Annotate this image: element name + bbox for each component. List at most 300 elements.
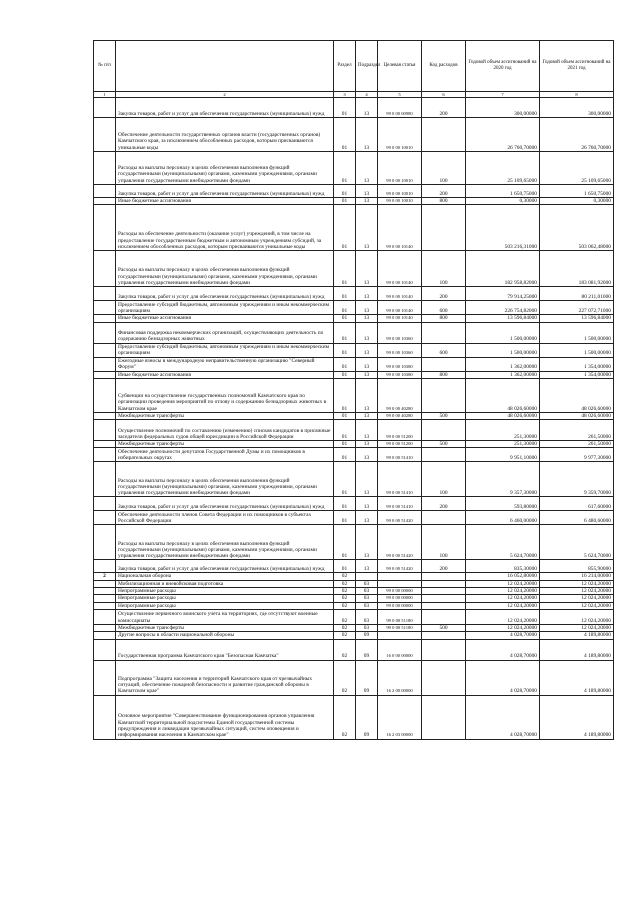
row-name: Обеспечение деятельности членов Совета Федерации и их помощников в субъектах Российской Федерации <box>116 511 334 525</box>
row-subsection: 13 <box>356 198 378 205</box>
row-name: Расходы на выплаты персоналу в целях обеспечения выполнения функций государственными (муниципальными) органами, казенными учреждениями, органами управления государственными внебюджетными фондами <box>116 152 334 185</box>
row-amount-2021: 1 354,00000 <box>540 371 614 378</box>
row-name: Непрограммные расходы <box>116 602 334 609</box>
row-amount-2021: 4 189,80000 <box>540 695 614 739</box>
row-subsection <box>356 573 378 580</box>
row-target-article: 99 0 00 00000 <box>378 595 422 602</box>
row-subsection: 13 <box>356 378 378 412</box>
row-number <box>94 205 116 251</box>
col-index-2: 2 <box>116 92 334 98</box>
row-expense-code: 800 <box>422 198 466 205</box>
row-subsection: 13 <box>356 371 378 378</box>
header-expense: Код расходов <box>422 41 466 92</box>
row-number <box>94 301 116 315</box>
row-subsection: 13 <box>356 98 378 118</box>
row-expense-code: 200 <box>422 98 466 118</box>
row-amount-2020: 0,30000 <box>466 198 540 205</box>
row-expense-code: 800 <box>422 315 466 322</box>
row-section: 01 <box>334 357 356 371</box>
row-section: 02 <box>334 695 356 739</box>
row-target-article: 99 0 00 10360 <box>378 343 422 357</box>
col-index-4: 4 <box>356 92 378 98</box>
row-name: Финансовая поддержка некоммерческих организаций, осуществляющих деятельность по содержанию безнадзорных животных <box>116 322 334 343</box>
row-amount-2021: 1 500,00000 <box>540 343 614 357</box>
row-subsection: 13 <box>356 185 378 198</box>
row-expense-code <box>422 573 466 580</box>
row-section: 02 <box>334 632 356 639</box>
table-row <box>94 632 614 639</box>
row-amount-2020: 835,30000 <box>466 560 540 573</box>
row-amount-2020: 16 052,80000 <box>466 573 540 580</box>
row-section: 02 <box>334 639 356 660</box>
row-name: Закупка товаров, работ и услуг для обеспечения государственных (муниципальных) нужд <box>116 287 334 301</box>
row-amount-2021: 13 596,84000 <box>540 315 614 322</box>
row-section: 01 <box>334 441 356 448</box>
row-amount-2021: 12 024,20000 <box>540 609 614 624</box>
table-row <box>94 448 614 462</box>
row-subsection: 09 <box>356 639 378 660</box>
table-row <box>94 420 614 441</box>
row-amount-2020: 12 024,20000 <box>466 588 540 595</box>
row-amount-2021: 26 760,70000 <box>540 118 614 152</box>
row-amount-2021: 4 189,80000 <box>540 639 614 660</box>
row-target-article: 99 0 00 00980 <box>378 98 422 118</box>
row-expense-code: 100 <box>422 462 466 497</box>
row-amount-2020: 48 026,60000 <box>466 378 540 412</box>
row-subsection: 13 <box>356 525 378 560</box>
row-target-article: 99 0 00 10360 <box>378 322 422 343</box>
row-expense-code <box>422 588 466 595</box>
row-subsection: 13 <box>356 251 378 287</box>
row-amount-2021: 4 189,80000 <box>540 632 614 639</box>
row-expense-code: 100 <box>422 152 466 185</box>
row-number <box>94 420 116 441</box>
row-target-article <box>378 632 422 639</box>
row-section: 01 <box>334 371 356 378</box>
row-number <box>94 560 116 573</box>
row-amount-2021: 12 024,20000 <box>540 624 614 631</box>
row-name: Закупка товаров, работ и услуг для обеспечения государственных (муниципальных) нужд <box>116 98 334 118</box>
row-section: 01 <box>334 198 356 205</box>
row-section: 02 <box>334 602 356 609</box>
row-section: 01 <box>334 378 356 412</box>
row-expense-code: 500 <box>422 412 466 419</box>
row-amount-2020: 48 026,60000 <box>466 412 540 419</box>
table-row <box>94 695 614 739</box>
row-target-article: 99 0 00 51410 <box>378 448 422 462</box>
row-number <box>94 185 116 198</box>
table-row <box>94 560 614 573</box>
row-target-article: 99 0 00 10140 <box>378 287 422 301</box>
row-number <box>94 660 116 695</box>
row-subsection: 13 <box>356 357 378 371</box>
row-amount-2020: 26 760,70000 <box>466 118 540 152</box>
row-number <box>94 315 116 322</box>
row-section: 01 <box>334 185 356 198</box>
table-row <box>94 98 614 118</box>
row-section: 01 <box>334 420 356 441</box>
row-amount-2021: 227 072,71000 <box>540 301 614 315</box>
row-subsection: 03 <box>356 580 378 587</box>
col-index-7: 7 <box>466 92 540 98</box>
row-amount-2020: 251,30000 <box>466 441 540 448</box>
row-subsection: 09 <box>356 660 378 695</box>
row-target-article: 99 0 00 10010 <box>378 152 422 185</box>
row-amount-2020: 300,00000 <box>466 98 540 118</box>
row-number <box>94 695 116 739</box>
table-row <box>94 588 614 595</box>
row-amount-2020: 1 650,75000 <box>466 185 540 198</box>
row-subsection: 13 <box>356 301 378 315</box>
row-expense-code: 200 <box>422 497 466 511</box>
row-target-article: 99 0 00 10140 <box>378 301 422 315</box>
row-name: Иные бюджетные ассигнования <box>116 198 334 205</box>
row-number <box>94 580 116 587</box>
col-index-1: 1 <box>94 92 116 98</box>
row-amount-2021: 80 211,01000 <box>540 287 614 301</box>
row-subsection: 03 <box>356 624 378 631</box>
row-subsection: 13 <box>356 343 378 357</box>
row-name: Основное мероприятие "Совершенствование функционирования органов управления Камчатской территориальной подсистемы Единой государственной системы предупреждения и ликвидации чрезвычайных ситуаций, систем оповещения и информирования населения в Камчатском крае" <box>116 695 334 739</box>
row-amount-2020: 1 500,00000 <box>466 322 540 343</box>
row-amount-2020: 9 357,30000 <box>466 462 540 497</box>
row-expense-code: 500 <box>422 624 466 631</box>
row-target-article: 99 0 00 10010 <box>378 185 422 198</box>
table-row <box>94 595 614 602</box>
row-amount-2020: 4 028,70000 <box>466 660 540 695</box>
table-row <box>94 357 614 371</box>
row-amount-2020: 4 028,70000 <box>466 639 540 660</box>
row-expense-code <box>422 639 466 660</box>
row-amount-2021: 617,60000 <box>540 497 614 511</box>
row-target-article: 99 0 00 10010 <box>378 198 422 205</box>
row-expense-code <box>422 448 466 462</box>
row-amount-2020: 12 024,20000 <box>466 609 540 624</box>
row-number <box>94 448 116 462</box>
row-name: Закупка товаров, работ и услуг для обеспечения государственных (муниципальных) нужд <box>116 185 334 198</box>
row-expense-code: 200 <box>422 560 466 573</box>
row-amount-2020: 79 914,25000 <box>466 287 540 301</box>
row-section: 01 <box>334 287 356 301</box>
row-expense-code <box>422 357 466 371</box>
table-row <box>94 412 614 419</box>
table-row <box>94 152 614 185</box>
row-name: Обеспечение деятельности государственных органов власти (государственных органов) Камчатского края, за исключением обособленных расходов, которым присваиваются уникальные коды <box>116 118 334 152</box>
row-name: Межбюджетные трансферты <box>116 624 334 631</box>
row-amount-2020: 251,30000 <box>466 420 540 441</box>
row-expense-code <box>422 511 466 525</box>
table-body <box>94 98 614 740</box>
row-amount-2020: 4 028,70000 <box>466 632 540 639</box>
row-target-article <box>378 573 422 580</box>
row-amount-2021: 1 650,75000 <box>540 185 614 198</box>
row-amount-2020: 1 362,00000 <box>466 371 540 378</box>
row-name: Непрограммные расходы <box>116 588 334 595</box>
table-row <box>94 251 614 287</box>
row-section: 01 <box>334 497 356 511</box>
row-name: Иные бюджетные ассигнования <box>116 371 334 378</box>
row-amount-2021: 855,90000 <box>540 560 614 573</box>
row-subsection: 13 <box>356 322 378 343</box>
table-row <box>94 624 614 631</box>
row-amount-2020: 5 624,70000 <box>466 525 540 560</box>
row-target-article: 99 0 00 51180 <box>378 624 422 631</box>
row-expense-code: 600 <box>422 301 466 315</box>
row-section: 01 <box>334 525 356 560</box>
row-expense-code <box>422 580 466 587</box>
row-subsection: 03 <box>356 595 378 602</box>
row-number <box>94 118 116 152</box>
table-row <box>94 118 614 152</box>
row-section: 01 <box>334 205 356 251</box>
row-subsection: 13 <box>356 462 378 497</box>
row-number <box>94 497 116 511</box>
row-amount-2021: 1 500,00000 <box>540 322 614 343</box>
row-target-article: 99 0 00 10380 <box>378 371 422 378</box>
row-name: Мобилизационная и вневойсковая подготовка <box>116 580 334 587</box>
row-amount-2020: 25 109,65000 <box>466 152 540 185</box>
row-amount-2021: 4 189,80000 <box>540 660 614 695</box>
row-target-article: 16 2 03 00000 <box>378 695 422 739</box>
row-subsection: 13 <box>356 152 378 185</box>
row-number <box>94 198 116 205</box>
row-amount-2021: 5 624,70000 <box>540 525 614 560</box>
row-subsection: 13 <box>356 118 378 152</box>
row-amount-2021: 12 024,20000 <box>540 602 614 609</box>
col-index-6: 6 <box>422 92 466 98</box>
row-amount-2021: 12 024,20000 <box>540 588 614 595</box>
row-name: Ежегодные взносы в международную неправительственную организацию "Северный Форум" <box>116 357 334 371</box>
row-expense-code <box>422 609 466 624</box>
row-expense-code <box>422 118 466 152</box>
budget-table <box>93 40 614 740</box>
table-row <box>94 371 614 378</box>
row-target-article: 99 0 00 00000 <box>378 588 422 595</box>
row-subsection: 09 <box>356 695 378 739</box>
table-row <box>94 609 614 624</box>
header-2021: Годовой объем ассигнований на 2021 год <box>540 41 614 92</box>
row-number: 2 <box>94 573 116 580</box>
row-target-article: 16 2 00 00000 <box>378 660 422 695</box>
row-amount-2020: 1 500,00000 <box>466 343 540 357</box>
row-expense-code: 800 <box>422 371 466 378</box>
row-subsection: 13 <box>356 287 378 301</box>
row-amount-2021: 503 062,48000 <box>540 205 614 251</box>
row-subsection: 13 <box>356 511 378 525</box>
table-row <box>94 639 614 660</box>
row-name: Национальная оборона <box>116 573 334 580</box>
table-row <box>94 441 614 448</box>
header-2020: Годовой объем ассигнований на 2020 год <box>466 41 540 92</box>
table-row <box>94 315 614 322</box>
row-subsection: 03 <box>356 588 378 595</box>
row-amount-2021: 261,50000 <box>540 420 614 441</box>
row-target-article: 99 0 00 51420 <box>378 525 422 560</box>
row-amount-2021: 0,30000 <box>540 198 614 205</box>
row-amount-2020: 182 958,82000 <box>466 251 540 287</box>
row-target-article: 99 0 00 51180 <box>378 609 422 624</box>
row-amount-2021: 6 480,60000 <box>540 511 614 525</box>
table-row <box>94 343 614 357</box>
table-row <box>94 602 614 609</box>
row-name: Межбюджетные трансферты <box>116 441 334 448</box>
row-target-article: 99 0 00 10140 <box>378 315 422 322</box>
row-name: Субвенции на осуществление государственных полномочий Камчатского края по организации проведения мероприятий по отлову и содержанию безнадзорных животных в Камчатском крае <box>116 378 334 412</box>
row-target-article: 99 0 00 40280 <box>378 412 422 419</box>
header-section: Раздел <box>334 41 356 92</box>
row-amount-2020: 12 024,20000 <box>466 595 540 602</box>
row-name: Предоставление субсидий бюджетным, автономным учреждениям и иным некоммерческим организациям <box>116 301 334 315</box>
row-subsection: 13 <box>356 205 378 251</box>
row-section: 02 <box>334 573 356 580</box>
table-row <box>94 301 614 315</box>
row-expense-code <box>422 595 466 602</box>
row-number <box>94 322 116 343</box>
row-amount-2021: 183 081,92000 <box>540 251 614 287</box>
row-target-article: 99 0 00 51420 <box>378 560 422 573</box>
row-amount-2021: 48 026,60000 <box>540 412 614 419</box>
row-expense-code: 200 <box>422 287 466 301</box>
row-number <box>94 588 116 595</box>
col-index-8: 8 <box>540 92 614 98</box>
row-section: 01 <box>334 152 356 185</box>
row-name: Закупка товаров, работ и услуг для обеспечения государственных (муниципальных) нужд <box>116 560 334 573</box>
table-row <box>94 322 614 343</box>
row-number <box>94 602 116 609</box>
row-amount-2020: 9 951,10000 <box>466 448 540 462</box>
row-number <box>94 152 116 185</box>
row-expense-code <box>422 695 466 739</box>
row-number <box>94 371 116 378</box>
row-number <box>94 441 116 448</box>
row-name: Другие вопросы в области национальной обороны <box>116 632 334 639</box>
row-amount-2021: 48 026,60000 <box>540 378 614 412</box>
row-name: Иные бюджетные ассигнования <box>116 315 334 322</box>
row-subsection: 13 <box>356 412 378 419</box>
row-amount-2021: 9 977,30000 <box>540 448 614 462</box>
row-amount-2020: 593,80000 <box>466 497 540 511</box>
row-section: 01 <box>334 560 356 573</box>
row-target-article: 99 0 00 51410 <box>378 497 422 511</box>
budget-table-page <box>93 40 613 740</box>
row-number <box>94 511 116 525</box>
header-name <box>116 41 334 92</box>
col-index-5: 5 <box>378 92 422 98</box>
table-row <box>94 660 614 695</box>
row-subsection: 13 <box>356 560 378 573</box>
table-row <box>94 185 614 198</box>
row-amount-2021: 12 024,20000 <box>540 595 614 602</box>
row-target-article: 99 0 00 10010 <box>378 118 422 152</box>
row-number <box>94 287 116 301</box>
row-amount-2021: 1 354,00000 <box>540 357 614 371</box>
row-number <box>94 525 116 560</box>
row-expense-code <box>422 378 466 412</box>
table-row <box>94 580 614 587</box>
row-name: Закупка товаров, работ и услуг для обеспечения государственных (муниципальных) нужд <box>116 497 334 511</box>
row-expense-code: 500 <box>422 441 466 448</box>
row-number <box>94 624 116 631</box>
row-amount-2020: 6 460,00000 <box>466 511 540 525</box>
row-subsection: 09 <box>356 632 378 639</box>
row-target-article: 99 0 00 51200 <box>378 441 422 448</box>
row-amount-2021: 16 214,00000 <box>540 573 614 580</box>
row-name: Государственная программа Камчатского края "Безопасная Камчатка" <box>116 639 334 660</box>
row-section: 01 <box>334 511 356 525</box>
row-name: Подпрограмма "Защита населения и территорий Камчатского края от чрезвычайных ситуаций, обеспечение пожарной безопасности и развитие гражданской обороны в Камчатском крае" <box>116 660 334 695</box>
row-amount-2020: 13 596,84000 <box>466 315 540 322</box>
row-section: 01 <box>334 118 356 152</box>
row-section: 01 <box>334 301 356 315</box>
table-row <box>94 205 614 251</box>
row-expense-code: 200 <box>422 185 466 198</box>
row-target-article: 99 0 00 10140 <box>378 205 422 251</box>
row-number <box>94 251 116 287</box>
row-target-article: 99 0 00 51200 <box>378 420 422 441</box>
row-subsection: 13 <box>356 315 378 322</box>
row-expense-code: 100 <box>422 251 466 287</box>
row-section: 01 <box>334 322 356 343</box>
row-section: 02 <box>334 595 356 602</box>
row-number <box>94 412 116 419</box>
row-section: 01 <box>334 98 356 118</box>
row-amount-2021: 25 109,65000 <box>540 152 614 185</box>
row-name: Непрограммные расходы <box>116 595 334 602</box>
table-row <box>94 525 614 560</box>
row-section: 02 <box>334 609 356 624</box>
row-name: Осуществление полномочий по составлению (изменению) списков кандидатов в присяжные заседатели федеральных судов общей юрисдикции в Российской Федерации <box>116 420 334 441</box>
row-amount-2020: 503 216,31000 <box>466 205 540 251</box>
row-expense-code <box>422 660 466 695</box>
table-row <box>94 378 614 412</box>
row-section: 02 <box>334 624 356 631</box>
row-target-article: 99 0 00 51420 <box>378 511 422 525</box>
row-subsection: 13 <box>356 441 378 448</box>
row-section: 02 <box>334 660 356 695</box>
col-index-3: 3 <box>334 92 356 98</box>
row-target-article: 99 0 00 00000 <box>378 602 422 609</box>
row-subsection: 03 <box>356 602 378 609</box>
row-section: 01 <box>334 315 356 322</box>
row-section: 02 <box>334 580 356 587</box>
row-expense-code <box>422 205 466 251</box>
row-number <box>94 98 116 118</box>
row-name: Расходы на выплаты персоналу в целях обеспечения выполнения функций государственными (муниципальными) органами, казенными учреждениями, органами управления государственными внебюджетными фондами <box>116 462 334 497</box>
row-name: Расходы на выплаты персоналу в целях обеспечения выполнения функций государственными (муниципальными) органами, казенными учреждениями, органами управления государственными внебюджетными фондами <box>116 251 334 287</box>
row-number <box>94 462 116 497</box>
row-amount-2021: 300,00000 <box>540 98 614 118</box>
row-expense-code <box>422 602 466 609</box>
table-row <box>94 198 614 205</box>
row-name: Расходы на обеспечение деятельности (оказание услуг) учреждений, в том числе на предоставление государственным бюджетным и автономным учреждениям субсидий, за исключением обособленных расходов, которым присваиваются уникальные коды <box>116 205 334 251</box>
row-subsection: 13 <box>356 420 378 441</box>
row-amount-2020: 4 028,70000 <box>466 695 540 739</box>
row-target-article <box>378 580 422 587</box>
row-name: Межбюджетные трансферты <box>116 412 334 419</box>
row-name: Предоставление субсидий бюджетным, автономным учреждениям и иным некоммерческим организациям <box>116 343 334 357</box>
row-target-article: 16 0 00 00000 <box>378 639 422 660</box>
row-target-article: 99 0 00 10140 <box>378 251 422 287</box>
row-amount-2021: 9 359,70000 <box>540 462 614 497</box>
row-number <box>94 639 116 660</box>
row-expense-code: 100 <box>422 525 466 560</box>
row-number <box>94 595 116 602</box>
row-expense-code <box>422 322 466 343</box>
row-subsection: 13 <box>356 497 378 511</box>
table-row <box>94 462 614 497</box>
row-name: Обеспечение деятельности депутатов Государственной Думы и их помощников в избирательных округах <box>116 448 334 462</box>
row-amount-2020: 12 024,20000 <box>466 624 540 631</box>
